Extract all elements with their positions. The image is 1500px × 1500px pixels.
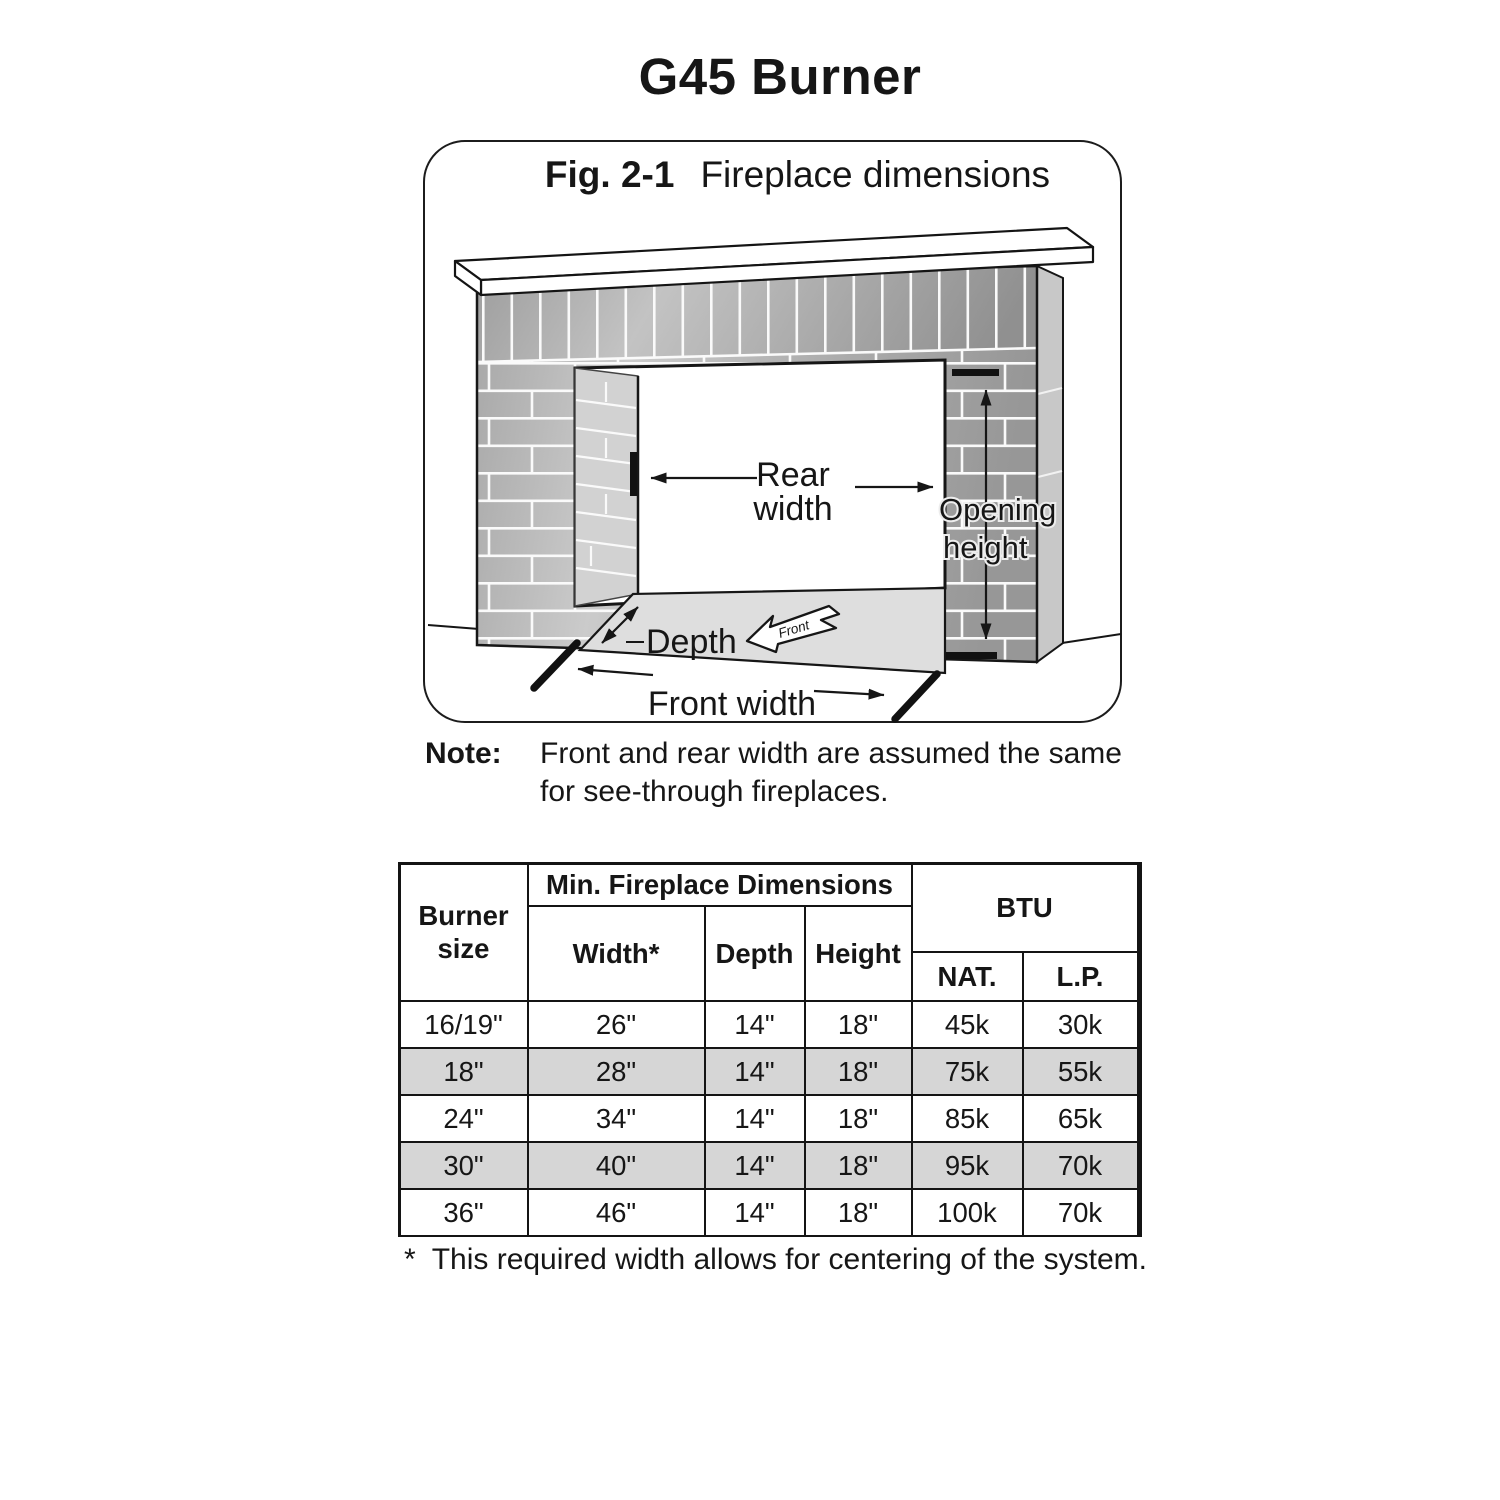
header-width: Width*	[529, 907, 704, 1000]
figure-caption-text: Fireplace dimensions	[700, 154, 1051, 195]
cell-height: 18"	[806, 1096, 911, 1141]
front-width-arrow-left	[578, 669, 653, 675]
cell-nat: 95k	[913, 1143, 1022, 1188]
cell-lp: 55k	[1024, 1049, 1137, 1094]
rear-width-tick	[630, 452, 637, 496]
front-width-arrow-right	[814, 691, 884, 695]
cell-depth: 14"	[706, 1002, 804, 1047]
opening-height-top-tick	[952, 369, 999, 376]
cell-depth: 14"	[706, 1190, 804, 1235]
footnote-text: This required width allows for centering of the system.	[431, 1243, 1147, 1276]
cell-lp: 30k	[1024, 1002, 1137, 1047]
cell-height: 18"	[806, 1143, 911, 1188]
note-block	[425, 735, 1155, 811]
cell-depth: 14"	[706, 1049, 804, 1094]
depth-label: Depth	[646, 623, 737, 661]
note-text-line2: for see-through fireplaces.	[540, 775, 889, 808]
cell-lp: 65k	[1024, 1096, 1137, 1141]
front-width-label: Front width	[647, 685, 817, 723]
front-direction-label: Front	[776, 617, 812, 641]
fireplace-side-face	[1037, 266, 1063, 662]
cell-lp: 70k	[1024, 1190, 1137, 1235]
cell-burner-size: 16/19"	[401, 1002, 527, 1047]
cell-depth: 14"	[706, 1096, 804, 1141]
header-depth: Depth	[706, 907, 804, 1000]
cell-nat: 45k	[913, 1002, 1022, 1047]
header-btu: BTU	[913, 865, 1137, 951]
cell-burner-size: 30"	[401, 1143, 527, 1188]
page-title: G45 Burner	[638, 48, 922, 105]
header-burner-size: Burner size	[401, 865, 527, 1000]
cell-nat: 100k	[913, 1190, 1022, 1235]
front-width-slash-right	[895, 674, 937, 719]
cell-width: 34"	[529, 1096, 704, 1141]
cell-height: 18"	[806, 1190, 911, 1235]
opening-height-label-line2: height	[943, 530, 1028, 565]
cell-nat: 75k	[913, 1049, 1022, 1094]
header-nat: NAT.	[913, 953, 1022, 1000]
cell-burner-size: 18"	[401, 1049, 527, 1094]
front-width-slash-left	[534, 643, 577, 688]
note-text-line1: Front and rear width are assumed the same	[540, 737, 1122, 770]
opening-height-bottom-tick	[946, 652, 997, 659]
floor-line-right	[1062, 634, 1121, 643]
header-lp: L.P.	[1024, 953, 1137, 1000]
rear-width-label-line2: width	[753, 490, 833, 528]
burner-spec-table	[398, 862, 1142, 1237]
cell-burner-size: 36"	[401, 1190, 527, 1235]
header-min-fireplace-dimensions: Min. Fireplace Dimensions	[529, 865, 911, 905]
cell-height: 18"	[806, 1002, 911, 1047]
cell-width: 26"	[529, 1002, 704, 1047]
cell-burner-size: 24"	[401, 1096, 527, 1141]
cell-width: 40"	[529, 1143, 704, 1188]
rear-width-label-line1: Rear	[756, 456, 830, 494]
figure-caption	[450, 154, 1145, 196]
cell-depth: 14"	[706, 1143, 804, 1188]
cell-lp: 70k	[1024, 1143, 1137, 1188]
note-label: Note:	[425, 737, 502, 770]
note-text	[540, 735, 1122, 811]
figure-caption-number: Fig. 2-1	[544, 154, 675, 195]
cell-height: 18"	[806, 1049, 911, 1094]
opening-height-label-line1: Opening	[939, 492, 1057, 527]
fireplace-illustration	[425, 142, 1124, 725]
footnote-asterisk: *	[404, 1243, 416, 1276]
table-footnote	[404, 1243, 1147, 1277]
cell-nat: 85k	[913, 1096, 1022, 1141]
floor-line-left	[428, 625, 479, 629]
cell-width: 28"	[529, 1049, 704, 1094]
figure-2-1-box	[423, 140, 1122, 723]
header-height: Height	[806, 907, 911, 1000]
cell-width: 46"	[529, 1190, 704, 1235]
